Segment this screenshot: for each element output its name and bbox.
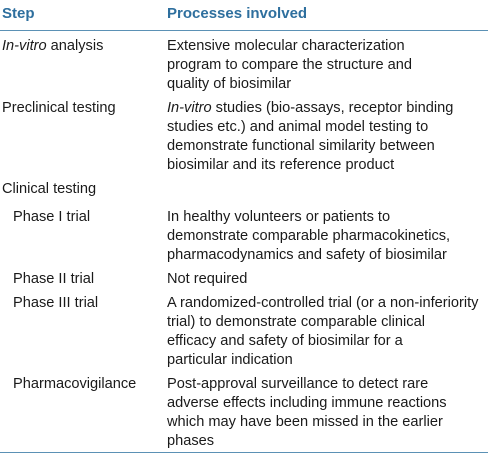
step-text: analysis — [46, 38, 104, 54]
step-cell: Pharmacovigilance — [13, 376, 137, 392]
process-cell — [167, 270, 485, 289]
step-cell: Preclinical testing — [2, 100, 116, 116]
process-line: particular indication — [167, 352, 293, 368]
process-cell — [167, 37, 485, 94]
process-cell — [167, 375, 485, 451]
process-line: Post-approval surveillance to detect rare — [167, 376, 429, 392]
process-line: biosimilar and its reference product — [167, 157, 395, 173]
step-cell: Clinical testing — [2, 181, 97, 197]
process-line: efficacy and safety of biosimilar for a — [167, 333, 403, 349]
process-line: In healthy volunteers or patients to — [167, 209, 391, 225]
header-processes: Processes involved — [167, 5, 308, 22]
process-line: demonstrate comparable pharmacokinetics, — [167, 228, 451, 244]
process-line: Not required — [167, 271, 248, 287]
process-line: phases — [167, 433, 215, 449]
process-line: pharmacodynamics and safety of biosimilar — [167, 247, 447, 263]
process-line: program to compare the structure and — [167, 57, 412, 73]
process-line: which may have been missed in the earlier — [167, 414, 443, 430]
table-bottom-rule — [0, 452, 488, 453]
process-line: trial) to demonstrate comparable clinical — [167, 314, 425, 330]
process-italic: In-vitro — [167, 100, 212, 116]
step-cell — [2, 37, 103, 56]
process-line: adverse effects including immune reactions — [167, 395, 447, 411]
process-cell — [167, 208, 485, 265]
process-line: A randomized-controlled trial (or a non-inferiority — [167, 295, 479, 311]
header-step: Step — [2, 5, 35, 22]
process-cell — [167, 294, 485, 370]
table-header — [0, 0, 488, 31]
step-cell: Phase I trial — [13, 209, 91, 225]
step-cell: Phase II trial — [13, 271, 95, 287]
process-line: quality of biosimilar — [167, 76, 292, 92]
step-cell: Phase III trial — [13, 295, 99, 311]
process-line — [167, 99, 485, 118]
process-cell — [167, 99, 485, 175]
process-line: demonstrate functional similarity between — [167, 138, 435, 154]
process-line: Extensive molecular characterization — [167, 38, 405, 54]
process-text: studies (bio-assays, receptor binding — [211, 100, 454, 116]
process-line: studies etc.) and animal model testing to — [167, 119, 429, 135]
step-italic: In-vitro — [2, 38, 47, 54]
